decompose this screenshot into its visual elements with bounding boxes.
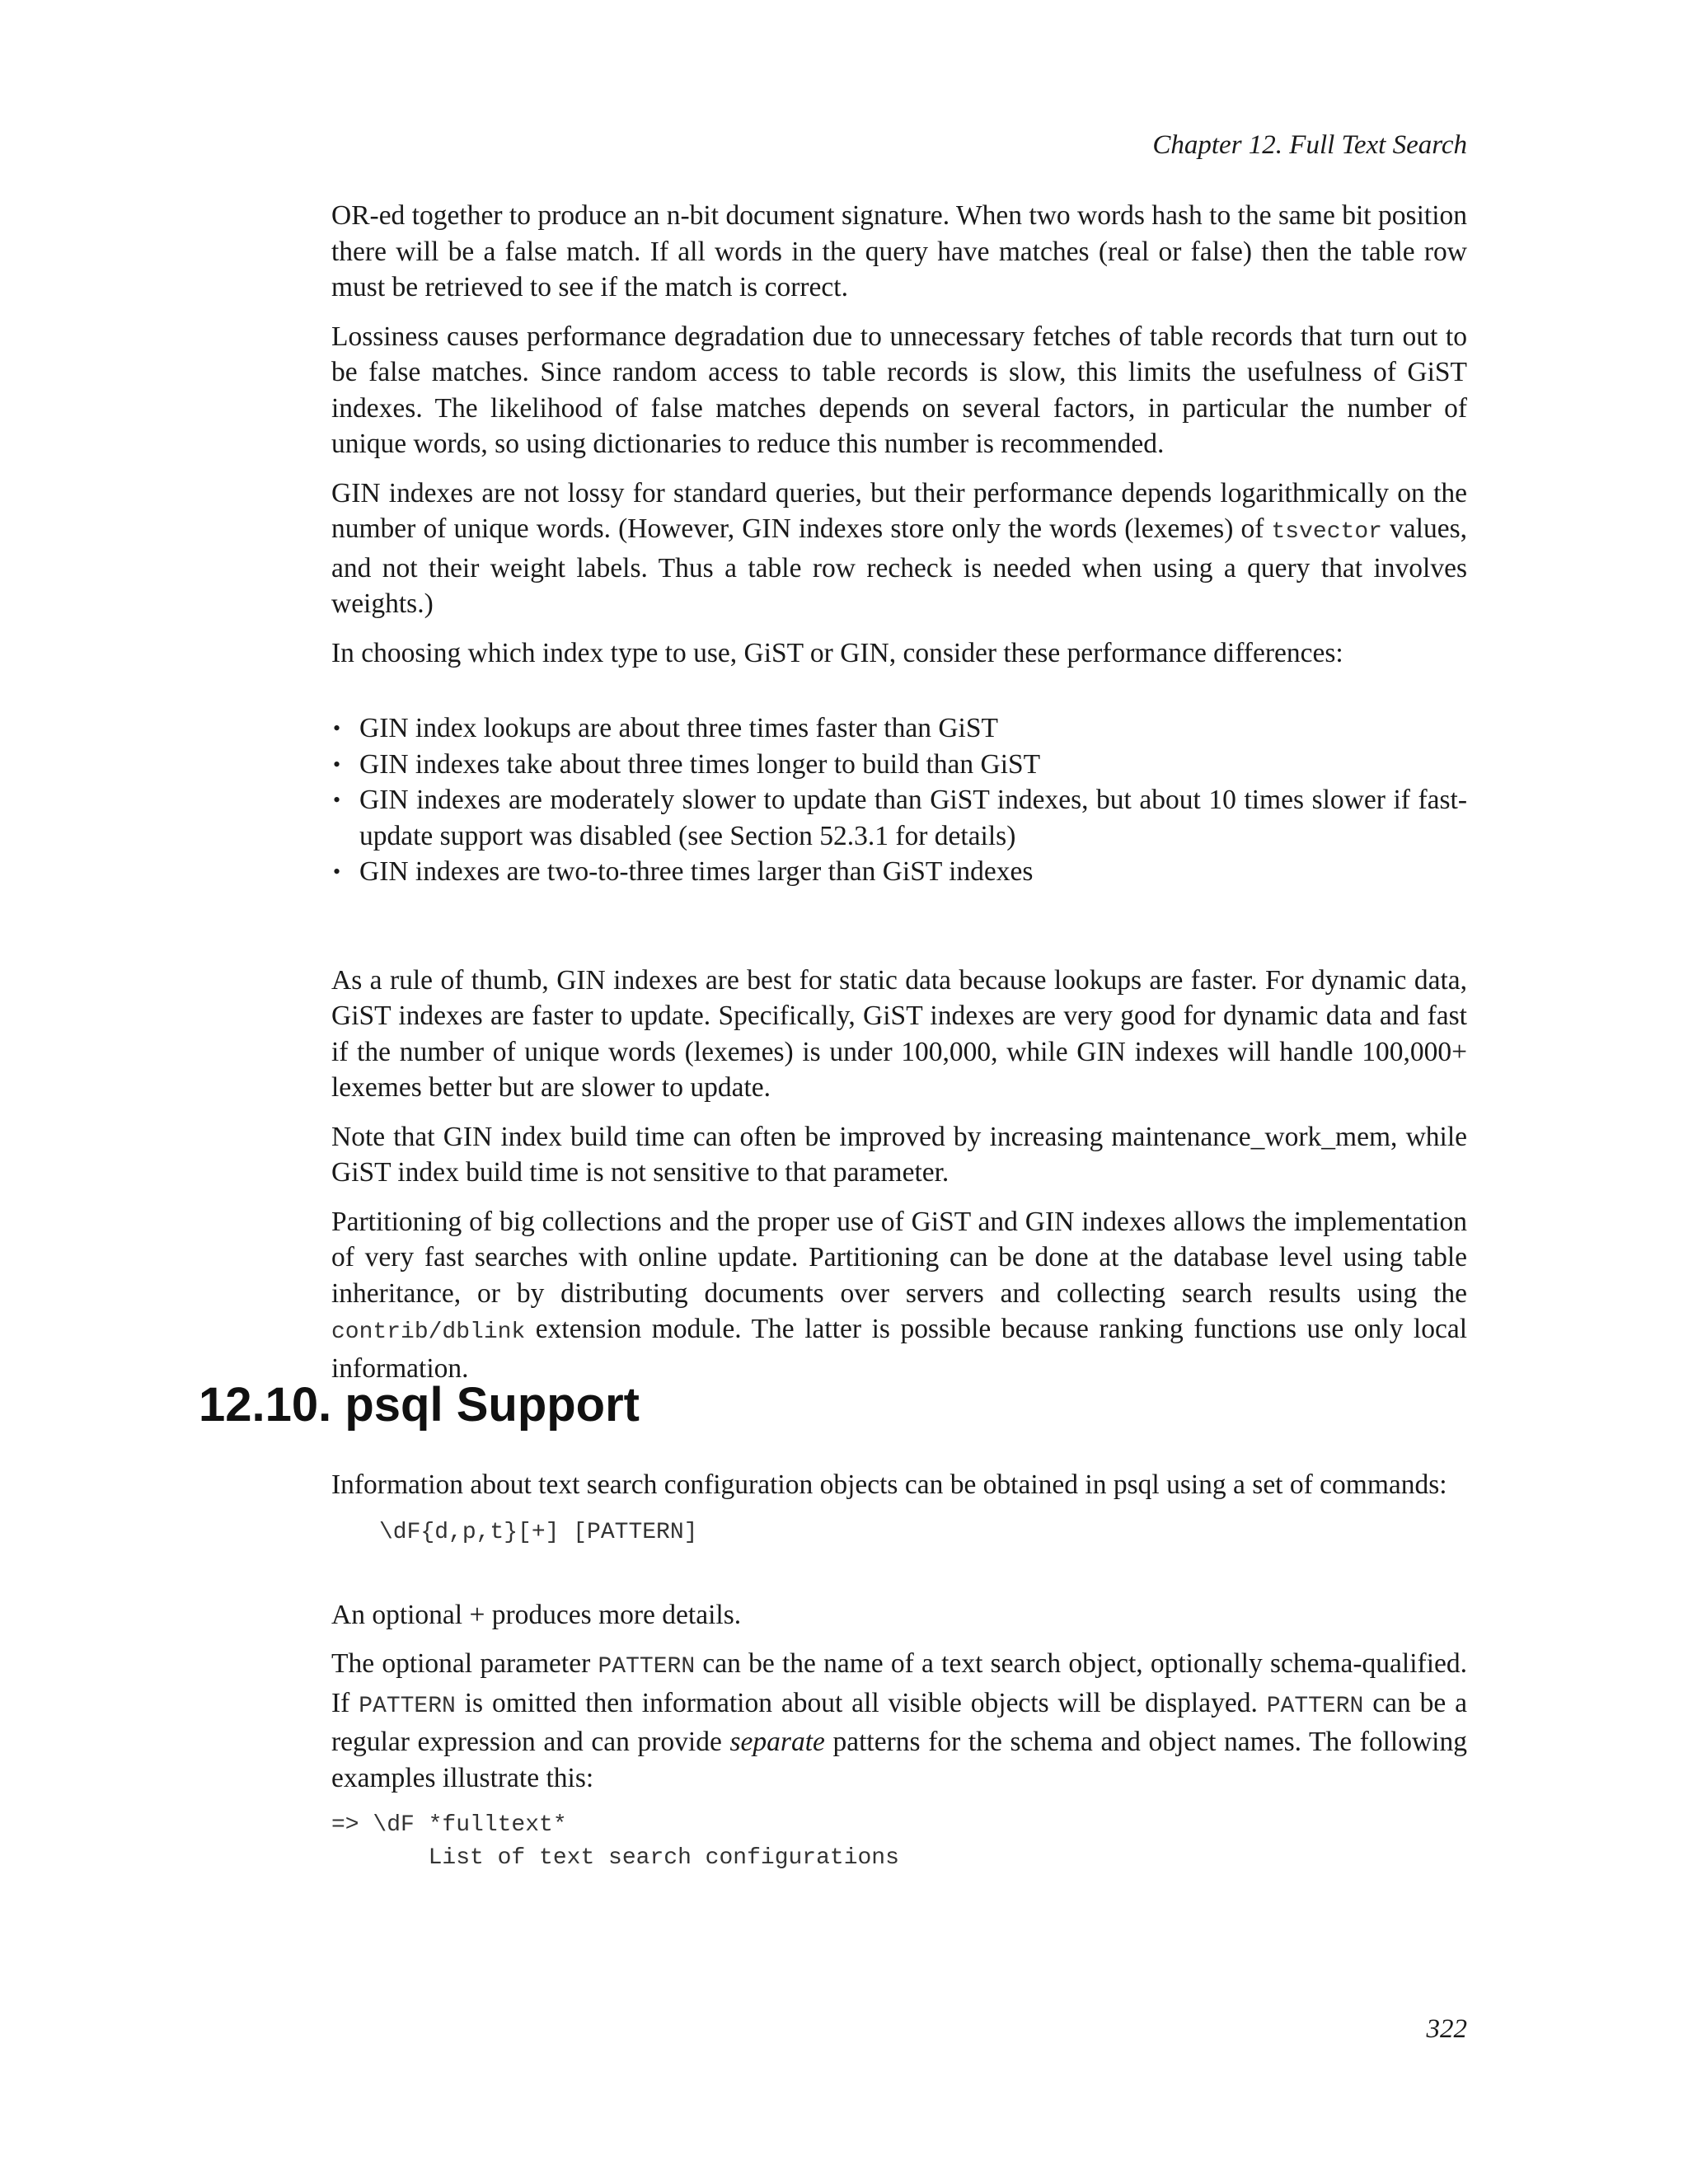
inline-code-pattern: PATTERN xyxy=(359,1693,456,1719)
example-line-command: => \dF *fulltext* xyxy=(331,1812,567,1838)
list-item: • GIN indexes are two-to-three times larger than GiST indexes xyxy=(331,854,1467,890)
text-run: values, and not their weight labels. Thus a table row recheck is needed when using a query that involves weights.) xyxy=(331,513,1467,619)
inline-code-pattern: PATTERN xyxy=(598,1654,696,1680)
main-text-block xyxy=(331,198,1467,1399)
text-run: extension module. The latter is possible because ranking functions use only local information. xyxy=(331,1314,1467,1384)
example-line-title: List of text search configurations xyxy=(331,1845,899,1871)
paragraph-partitioning xyxy=(331,1204,1467,1387)
section-text-block xyxy=(331,1467,1467,1875)
example-code-block xyxy=(331,1809,1467,1875)
text-run: produces more details. xyxy=(485,1599,742,1630)
text-run: can be a regular expression and can provide xyxy=(331,1687,1468,1757)
text-run: is omitted then information about all visible objects will be displayed. xyxy=(455,1687,1267,1718)
performance-differences-list xyxy=(331,710,1467,890)
list-item: • GIN indexes take about three times longer to build than GiST xyxy=(331,747,1467,783)
text-run: patterns for the schema and object names. The following examples illustrate this: xyxy=(331,1727,1467,1793)
paragraph-optional-plus xyxy=(331,1597,1467,1633)
inline-code-tsvector: tsvector xyxy=(1271,519,1382,545)
emphasis-separate: separate xyxy=(729,1727,825,1757)
page-number: 322 xyxy=(1426,2014,1467,2044)
paragraph-gin-lossy xyxy=(331,476,1467,622)
paragraph-psql-intro: Information about text search configuration objects can be obtained in psql using a set of commands: xyxy=(331,1469,1447,1500)
list-item: • GIN indexes are moderately slower to update than GiST indexes, but about 10 times slower if fast-update support was disabled (see Section 52.3.1 for details) xyxy=(331,782,1467,854)
paragraph-rule-of-thumb: As a rule of thumb, GIN indexes are best for static data because lookups are faster. For dynamic data, GiST indexes are faster to update. Specifically, GiST indexes are very good for dynamic data and fast if the number of unique words (lexemes) is under 100,000, while GIN indexes will handle 100,000+ lexemes better but are slower to update. xyxy=(331,964,1467,1103)
running-header: Chapter 12. Full Text Search xyxy=(1152,130,1467,160)
inline-code-pattern: PATTERN xyxy=(1266,1693,1364,1719)
paragraph-signature: OR-ed together to produce an n-bit document signature. When two words hash to the same bit position there will be a false match. If all words in the query have matches (real or false) then the table row must be retrieved to see if the match is correct. xyxy=(331,200,1467,302)
plus-symbol: + xyxy=(469,1599,485,1630)
list-item: • GIN index lookups are about three times faster than GiST xyxy=(331,710,1467,747)
paragraph-lossiness: Lossiness causes performance degradation due to unnecessary fetches of table records that turn out to be false matches. Since random access to table records is slow, this limits the usefulness of GiST indexes. The likelihood of false matches depends on several factors, in particular the number of unique words, so using dictionaries to reduce this number is recommended. xyxy=(331,321,1467,459)
paragraph-build-time: Note that GIN index build time can often be improved by increasing maintenance_work_mem, while GiST index build time is not sensitive to that parameter. xyxy=(331,1121,1467,1188)
text-run: The optional parameter xyxy=(331,1648,598,1679)
inline-code-dblink: contrib/dblink xyxy=(331,1319,526,1345)
command-synopsis: \dF{d,p,t}[+] [PATTERN] xyxy=(379,1519,698,1545)
paragraph-choosing-index: In choosing which index type to use, GiST or GIN, consider these performance differences: xyxy=(331,637,1343,668)
text-run: can be the name of a text search object, optionally schema-qualified. If xyxy=(331,1648,1467,1718)
text-run: Partitioning of big collections and the proper use of GiST and GIN indexes allows the implementation of very fast searches with online update. Partitioning can be done at the database level using table inheritance, or by distributing documents over servers and collecting search results using the xyxy=(331,1206,1467,1309)
text-run: An optional xyxy=(331,1599,470,1630)
paragraph-pattern xyxy=(331,1646,1467,1796)
section-heading: 12.10. psql Support xyxy=(199,1378,640,1432)
text-run: GIN indexes are not lossy for standard queries, but their performance depends logarithmically on the number of unique words. (However, GIN indexes store only the words (lexemes) of xyxy=(331,477,1467,544)
